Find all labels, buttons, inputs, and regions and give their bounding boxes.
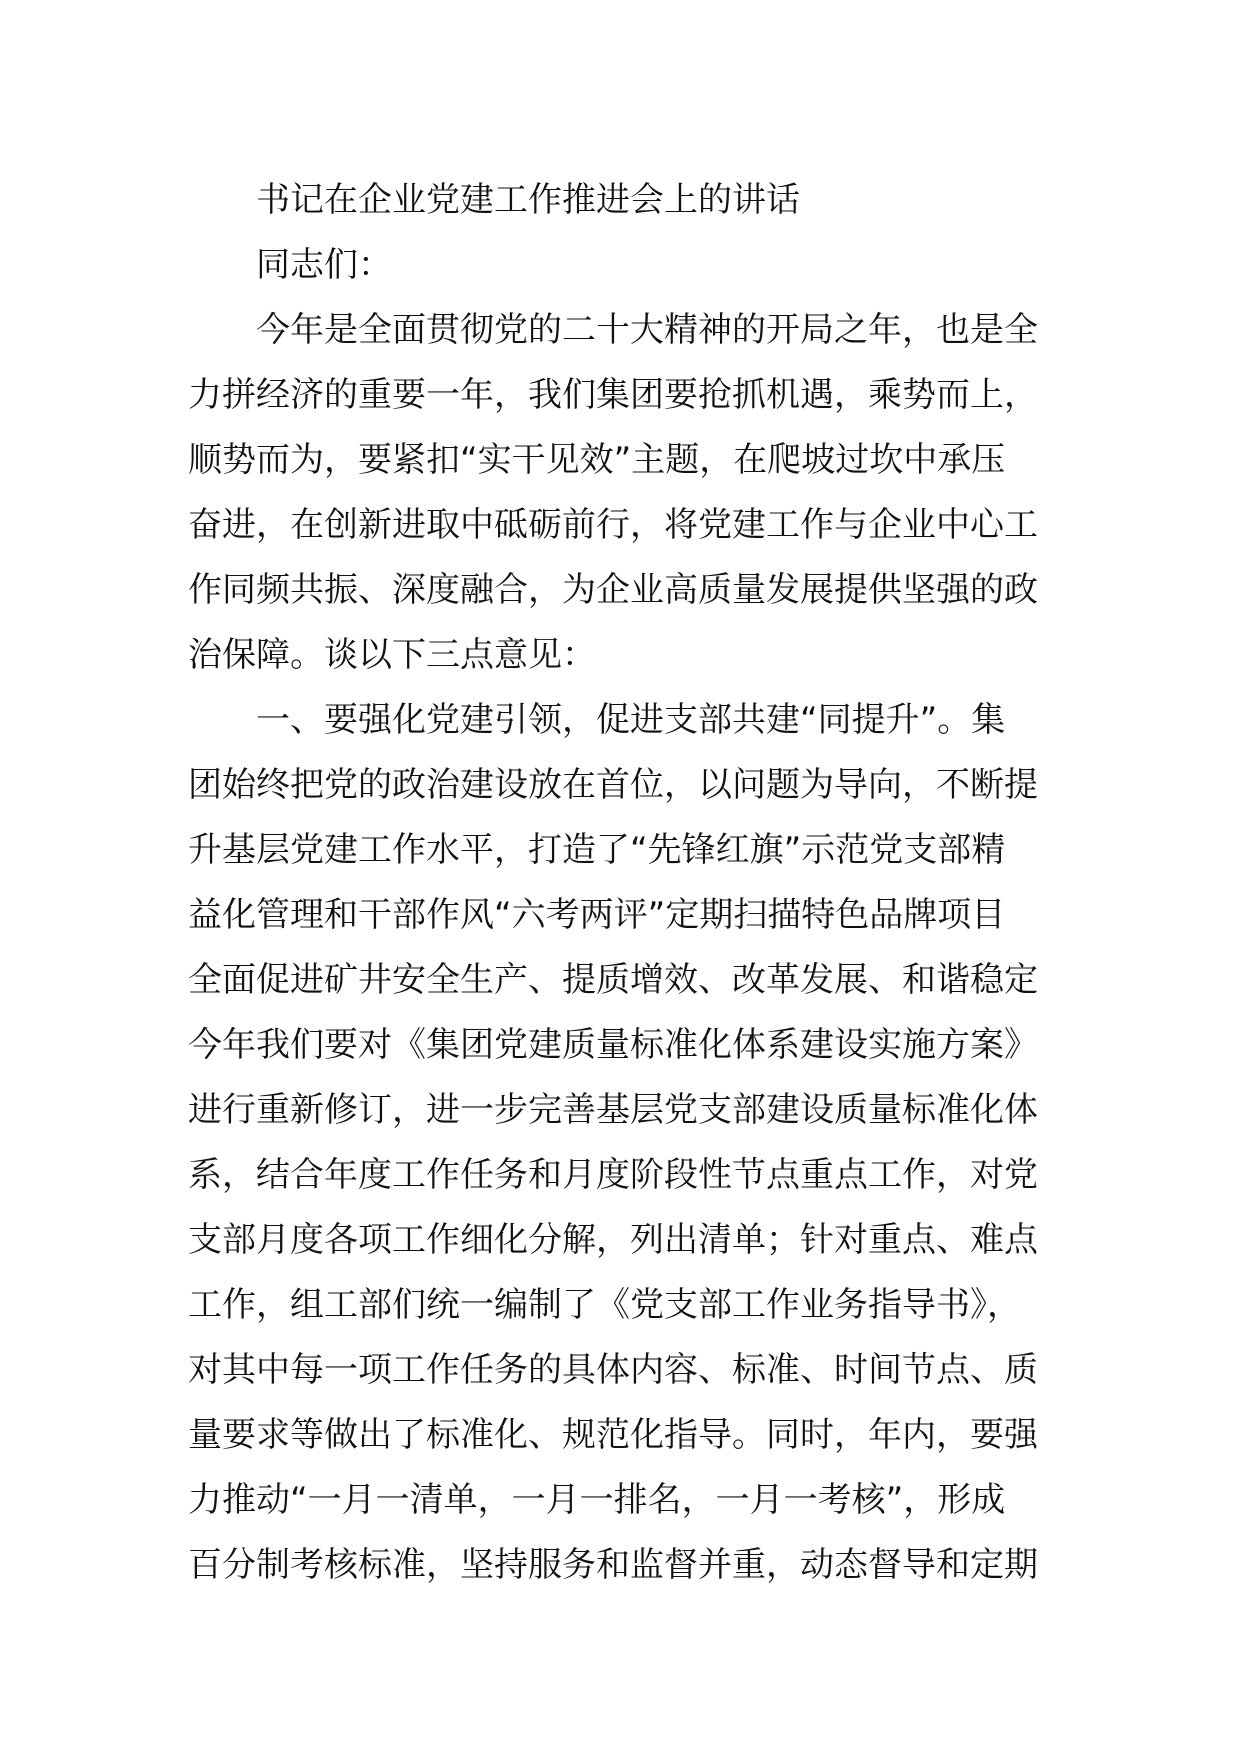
body-line: 全面促进矿井安全生产、提质增效、改革发展、和谐稳定 (188, 960, 1038, 1000)
speech-text (188, 168, 1058, 1598)
body-line: 支部月度各项工作细化分解，列出清单；针对重点、难点 (188, 1220, 1038, 1260)
body-line: 量要求等做出了标准化、规范化指导。同时，年内，要强 (188, 1415, 1038, 1455)
body-line: 百分制考核标准，坚持服务和监督并重，动态督导和定期 (188, 1545, 1038, 1585)
body-line: 奋进，在创新进取中砥砺前行，将党建工作与企业中心工 (188, 505, 1038, 545)
salutation: 同志们： (256, 245, 392, 285)
body-line: 升基层党建工作水平，打造了“先锋红旗”示范党支部精 (188, 830, 1006, 870)
body-line: 力拼经济的重要一年，我们集团要抢抓机遇，乘势而上， (188, 375, 1038, 415)
body-line: 作同频共振、深度融合，为企业高质量发展提供坚强的政 (188, 570, 1038, 610)
body-line: 今年是全面贯彻党的二十大精神的开局之年，也是全 (256, 310, 1038, 350)
body-line: 顺势而为，要紧扣“实干见效”主题，在爬坡过坎中承压 (188, 440, 1006, 480)
body-line: 进行重新修订，进一步完善基层党支部建设质量标准化体 (188, 1090, 1038, 1130)
body-line: 团始终把党的政治建设放在首位，以问题为导向，不断提 (188, 765, 1038, 805)
section-heading-line: 一、要强化党建引领，促进支部共建“同提升”。集 (256, 700, 1006, 740)
body-line: 力推动“一月一清单，一月一排名，一月一考核”，形成 (188, 1480, 1006, 1520)
body-line: 治保障。谈以下三点意见： (188, 635, 596, 675)
body-line: 今年我们要对《集团党建质量标准化体系建设实施方案》 (188, 1025, 1038, 1065)
body-line: 益化管理和干部作风“六考两评”定期扫描特色品牌项目 (188, 895, 1006, 935)
document-title: 书记在企业党建工作推进会上的讲话 (256, 180, 800, 220)
body-line: 对其中每一项工作任务的具体内容、标准、时间节点、质 (188, 1350, 1038, 1390)
body-line: 系，结合年度工作任务和月度阶段性节点重点工作，对党 (188, 1155, 1038, 1195)
body-line: 工作，组工部们统一编制了《党支部工作业务指导书》， (188, 1285, 1021, 1325)
